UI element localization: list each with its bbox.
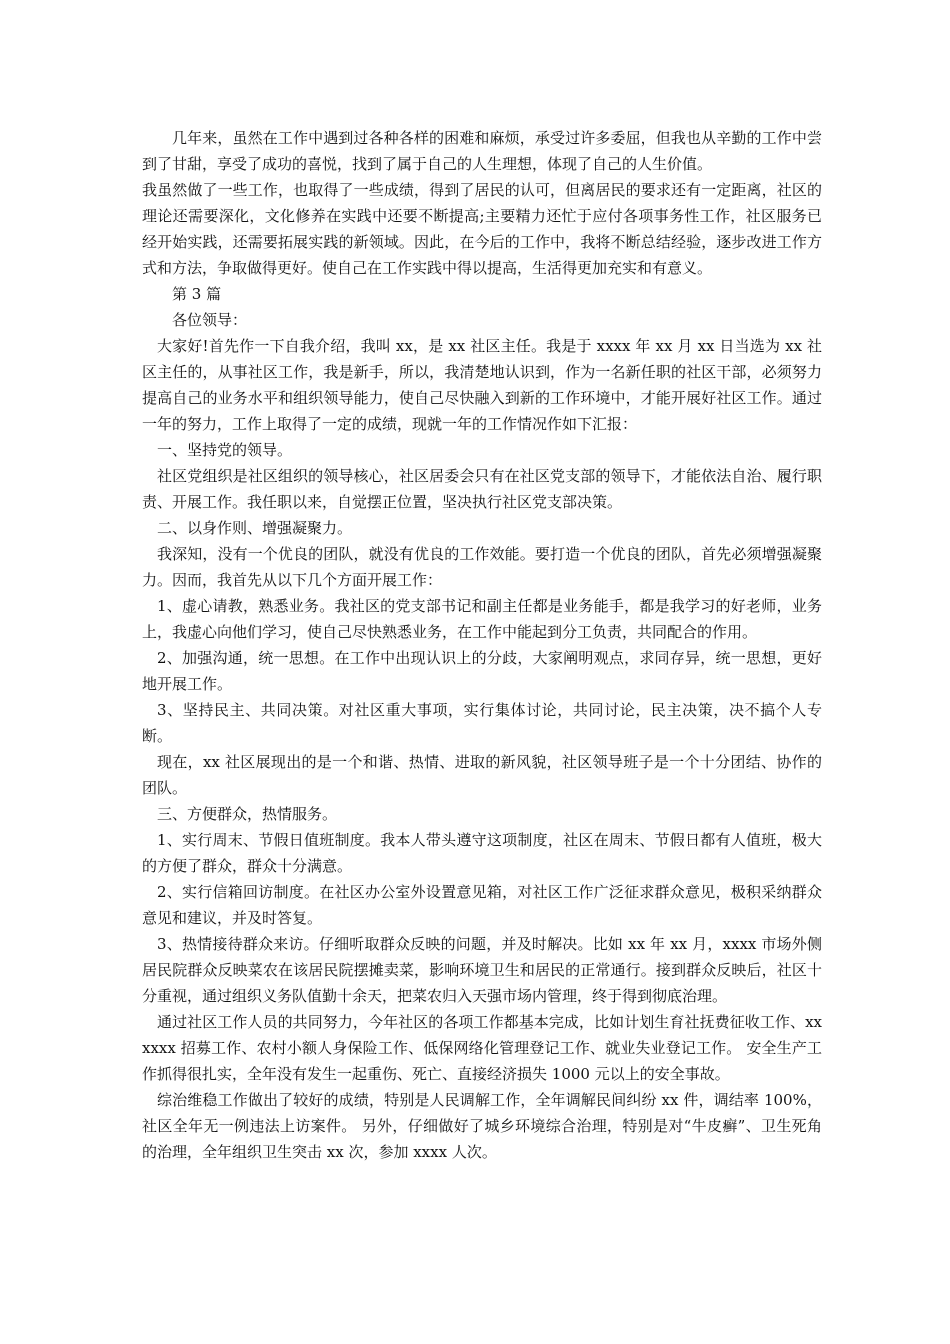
paragraph: 综治维稳工作做出了较好的成绩，特别是人民调解工作，全年调解民间纠纷 xx 件，调结率 100%，社区全年无一例违法上访案件。 另外，仔细做好了城乡环境综合治理，特别是对“牛皮癣”、卫生死角的治理，全年组织卫生突击 xx 次，参加 xxxx 人次。 [142, 1091, 822, 1161]
subheading: 一、坚持党的领导。 [157, 441, 293, 459]
paragraph: 大家好!首先作一下自我介绍，我叫 xx，是 xx 社区主任。我是于 xxxx 年 xx 月 xx 日当选为 xx 社区主任的，从事社区工作，我是新手，所以，我清楚地认识到，作为一名新任职的社区干部，必须努力提高自己的业务水平和组织领导能力，使自己尽快融入到新的工作环境中，才能开展好社区工作。通过一年的努力，工作上取得了一定的成绩，现就一年的工作情况作如下汇报： [142, 337, 822, 433]
salutation: 各位领导： [172, 311, 248, 329]
paragraph: 几年来，虽然在工作中遇到过各种各样的困难和麻烦，承受过许多委屈，但我也从辛勤的工作中尝到了甘甜，享受了成功的喜悦，找到了属于自己的人生理想，体现了自己的人生价值。 [142, 129, 822, 173]
list-item: 2、加强沟通，统一思想。在工作中出现认识上的分歧，大家阐明观点，求同存异，统一思想，更好地开展工作。 [142, 649, 822, 693]
paragraph: 通过社区工作人员的共同努力，今年社区的各项工作都基本完成，比如计划生育社抚费征收工作、xxxxxx 招募工作、农村小额人身保险工作、低保网络化管理登记工作、就业失业登记工作。 安全生产工作抓得很扎实，全年没有发生一起重伤、死亡、直接经济损失 1000 元以上的安全事故。 [142, 1013, 822, 1083]
paragraph: 我虽然做了一些工作，也取得了一些成绩，得到了居民的认可，但离居民的要求还有一定距离，社区的理论还需要深化，文化修养在实践中还要不断提高;主要精力还忙于应付各项事务性工作，社区服务已经开始实践，还需要拓展实践的新领域。因此，在今后的工作中，我将不断总结经验，逐步改进工作方式和方法，争取做得更好。使自己在工作实践中得以提高，生活得更加充实和有意义。 [142, 181, 822, 277]
list-item: 3、坚持民主、共同决策。对社区重大事项，实行集体讨论，共同讨论，民主决策，决不搞个人专断。 [142, 701, 822, 745]
list-item: 3、热情接待群众来访。仔细听取群众反映的问题，并及时解决。比如 xx 年 xx 月，xxxx 市场外侧居民院群众反映菜农在该居民院摆摊卖菜，影响环境卫生和居民的正常通行。接到群众反映后，社区十分重视，通过组织义务队值勤十余天，把菜农归入天强市场内管理，终于得到彻底治理。 [142, 935, 822, 1005]
paragraph: 我深知，没有一个优良的团队，就没有优良的工作效能。要打造一个优良的团队，首先必须增强凝聚力。因而，我首先从以下几个方面开展工作： [142, 545, 822, 589]
list-item: 1、虚心请教，熟悉业务。我社区的党支部书记和副主任都是业务能手，都是我学习的好老师，业务上，我虚心向他们学习，使自己尽快熟悉业务，在工作中能起到分工负责，共同配合的作用。 [142, 597, 822, 641]
list-item: 1、实行周末、节假日值班制度。我本人带头遵守这项制度，社区在周末、节假日都有人值班，极大的方便了群众，群众十分满意。 [142, 831, 822, 875]
document-body [142, 125, 822, 1165]
paragraph: 现在，xx 社区展现出的是一个和谐、热情、进取的新风貌，社区领导班子是一个十分团结、协作的团队。 [142, 753, 822, 797]
subheading: 三、方便群众，热情服务。 [157, 805, 338, 823]
list-item: 2、实行信箱回访制度。在社区办公室外设置意见箱，对社区工作广泛征求群众意见，极积采纳群众意见和建议，并及时答复。 [142, 883, 822, 927]
section-heading: 第 3 篇 [172, 285, 222, 303]
subheading: 二、以身作则、增强凝聚力。 [157, 519, 353, 537]
paragraph: 社区党组织是社区组织的领导核心，社区居委会只有在社区党支部的领导下，才能依法自治、履行职责、开展工作。我任职以来，自觉摆正位置，坚决执行社区党支部决策。 [142, 467, 822, 511]
